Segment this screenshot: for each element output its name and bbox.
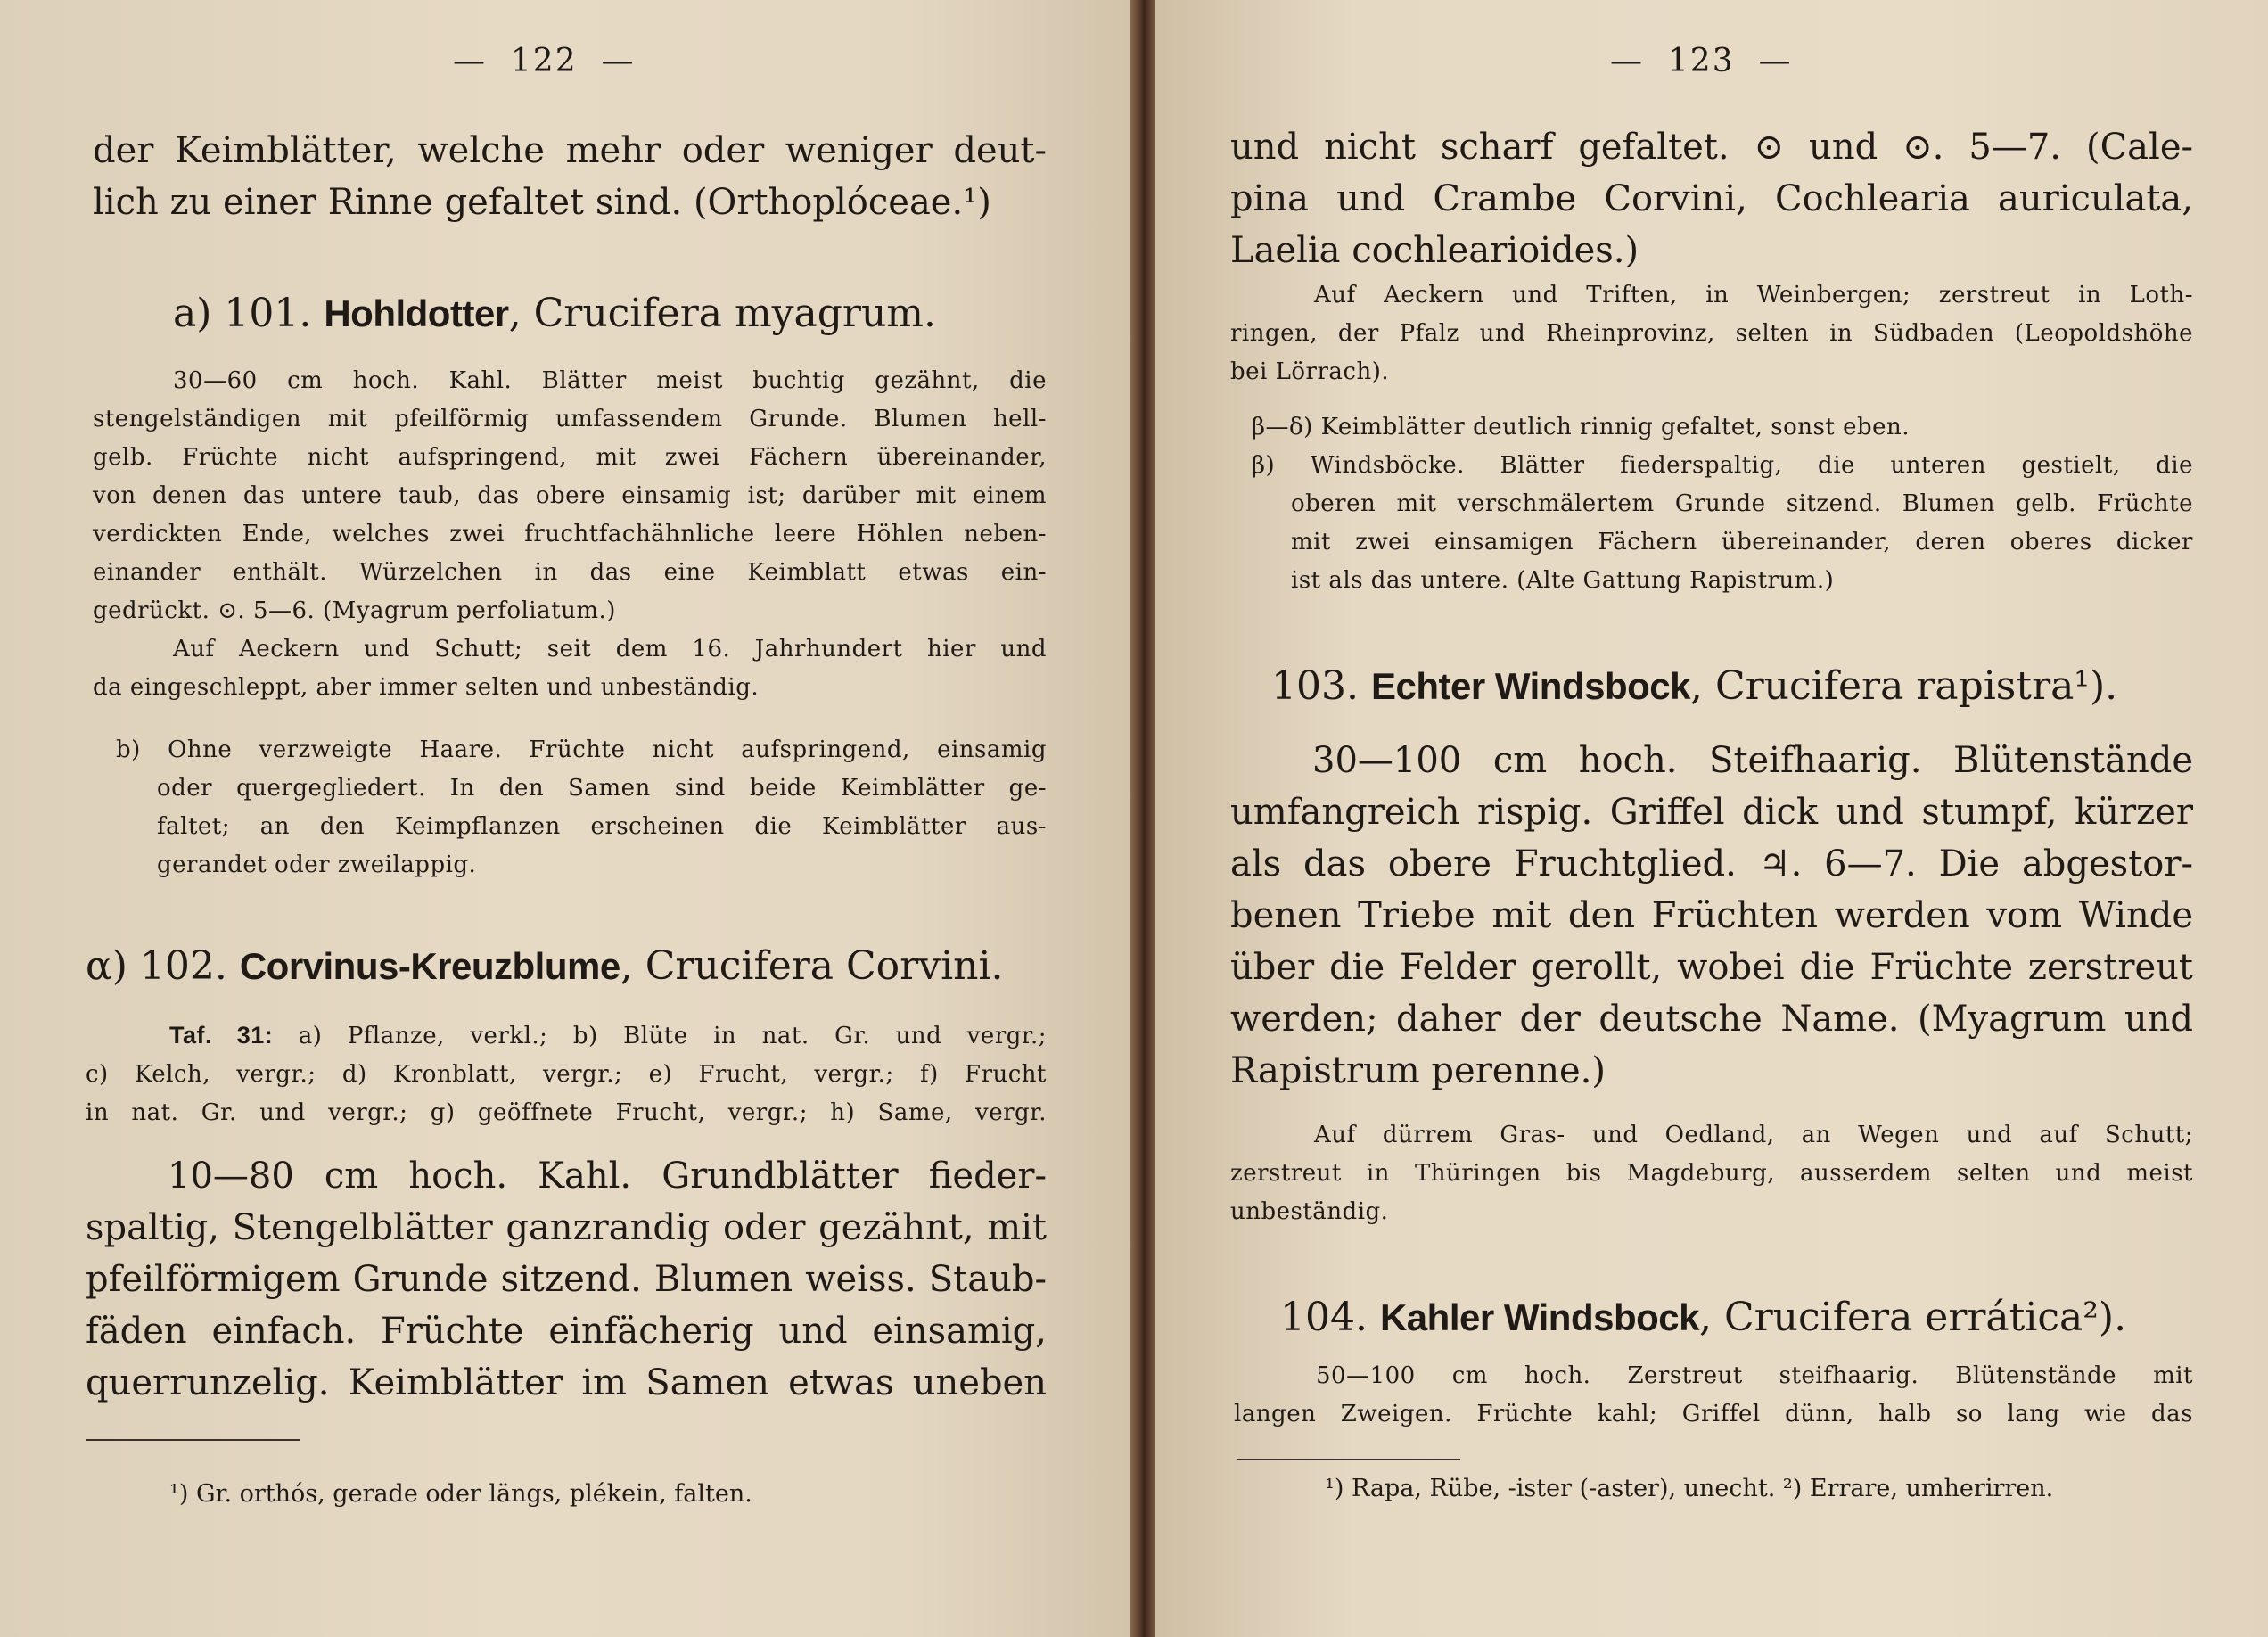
text-line: 50—100 cm hoch. Zerstreut steifhaarig. Blütenstände mit: [1316, 1362, 2193, 1389]
text-line: benen Triebe mit den Früchten werden vom Winde: [1230, 895, 2193, 936]
habitat-102: [1230, 276, 2193, 391]
text-line: ringen, der Pfalz und Rheinprovinz, selten in Südbaden (Leopoldshöhe: [1230, 320, 2193, 347]
species-number: a) 101.: [173, 291, 325, 336]
text-line: verdickten Ende, welches zwei fruchtfachähnliche leere Höhlen neben-: [93, 521, 1047, 547]
text-line: Rapistrum perenne.): [1230, 1050, 1606, 1091]
footnote-rule: [86, 1439, 300, 1441]
text-line: 30—60 cm hoch. Kahl. Blätter meist buchtig gezähnt, die: [173, 367, 1047, 394]
text-line: c) Kelch, vergr.; d) Kronblatt, vergr.; e) Frucht, vergr.; f) Frucht: [86, 1061, 1047, 1088]
text-line: werden; daher der deutsche Name. (Myagrum und: [1230, 999, 2193, 1040]
plate-text: a) Pflanze, verkl.; b) Blüte in nat. Gr. und vergr.;: [273, 1023, 1047, 1049]
latin-name: , Crucifera myagrum.: [508, 291, 936, 336]
right-page: [1155, 0, 2268, 1637]
text-line: der Keimblätter, welche mehr oder weniger deut-: [93, 130, 1047, 171]
habitat-103: [1230, 1116, 2193, 1231]
text-line: gedrückt. ⊙. 5—6. (Myagrum perfoliatum.): [93, 597, 616, 624]
text-line: mit zwei einsamigen Fächern übereinander, deren oberes dicker: [1291, 529, 2193, 555]
text-line: Auf Aeckern und Schutt; seit dem 16. Jahrhundert hier und: [173, 636, 1047, 662]
page-number: — 123 —: [1610, 43, 1793, 79]
text-line: unbeständig.: [1230, 1198, 1389, 1225]
species-description: [1230, 735, 2193, 1097]
intro-paragraph: [93, 125, 1047, 228]
species-number: 104.: [1280, 1295, 1380, 1340]
text-line: stengelständigen mit pfeilförmig umfassendem Grunde. Blumen hell-: [93, 406, 1047, 432]
text-line: 30—100 cm hoch. Steifhaarig. Blütenstände: [1312, 740, 2193, 781]
text-line: 10—80 cm hoch. Kahl. Grundblätter fieder-: [168, 1156, 1047, 1197]
text-line: Laelia cochlearioides.): [1230, 230, 1639, 271]
text-line: pfeilförmigem Grunde sitzend. Blumen weiss. Staub-: [86, 1259, 1047, 1300]
text-line: lich zu einer Rinne gefaltet sind. (Orthoplóceae.¹): [93, 182, 991, 223]
text-line: oder quergegliedert. In den Samen sind beide Keimblätter ge-: [157, 775, 1047, 802]
left-page: [0, 0, 1130, 1637]
species-heading-101: [173, 287, 936, 341]
text-line: als das obere Fruchtglied. ♃. 6—7. Die abgestor-: [1230, 843, 2193, 884]
text-line: pina und Crambe Corvini, Cochlearia auriculata,: [1230, 178, 2193, 219]
text-line: spaltig, Stengelblätter ganzrandig oder gezähnt, mit: [86, 1207, 1047, 1248]
text-line: zerstreut in Thüringen bis Magdeburg, ausserdem selten und meist: [1230, 1160, 2193, 1187]
species-description: [86, 1150, 1047, 1409]
continued-paragraph: [1230, 121, 2193, 276]
text-line: gelb. Früchte nicht aufspringend, mit zwei Fächern übereinander,: [93, 444, 1047, 471]
species-number: α) 102.: [86, 943, 240, 989]
book-gutter: [1130, 0, 1155, 1637]
text-line: bei Lörrach).: [1230, 358, 1390, 385]
text-line: in nat. Gr. und vergr.; g) geöffnete Frucht, vergr.; h) Same, vergr.: [86, 1099, 1047, 1126]
species-heading-104: [1280, 1291, 2126, 1345]
text-line: β—δ) Keimblätter deutlich rinnig gefaltet, sonst eben.: [1252, 414, 1911, 440]
species-name: Hohldotter: [324, 292, 509, 334]
text-line: und nicht scharf gefaltet. ⊙ und ⊙. 5—7. (Cale-: [1230, 127, 2193, 168]
footnote-rule: [1237, 1459, 1460, 1460]
species-name: Corvinus-Kreuzblume: [239, 945, 620, 987]
text-line: faltet; an den Keimpflanzen erscheinen die Keimblätter aus-: [157, 813, 1047, 840]
text-line: b) Ohne verzweigte Haare. Früchte nicht aufspringend, einsamig: [116, 736, 1047, 763]
text-line: langen Zweigen. Früchte kahl; Griffel dünn, halb so lang wie das: [1234, 1401, 2193, 1427]
species-description: [1234, 1357, 2193, 1434]
text-line: da eingeschleppt, aber immer selten und unbeständig.: [93, 674, 760, 701]
footnote: ¹) Rapa, Rübe, -ister (-aster), unecht. ²) Errare, umherirren.: [1325, 1475, 2054, 1502]
species-number: 103.: [1271, 663, 1371, 709]
text-line: Auf dürrem Gras- und Oedland, an Wegen und auf Schutt;: [1314, 1122, 2193, 1148]
latin-name: , Crucifera errática²).: [1699, 1295, 2127, 1340]
text-line: von denen das untere taub, das obere einsamig ist; darüber mit einem: [93, 482, 1047, 509]
text-line: querrunzelig. Keimblätter im Samen etwas uneben: [86, 1362, 1047, 1403]
text-line: einander enthält. Würzelchen in das eine Keimblatt etwas ein-: [93, 559, 1047, 586]
text-line: fäden einfach. Früchte einfächerig und einsamig,: [86, 1311, 1047, 1352]
plate-reference: [86, 1016, 1047, 1132]
text-line: ist als das untere. (Alte Gattung Rapistrum.): [1291, 567, 1835, 594]
text-line: gerandet oder zweilappig.: [157, 851, 477, 878]
page-number: — 122 —: [453, 43, 636, 79]
species-description: [93, 362, 1047, 707]
section-b: [116, 731, 1047, 884]
text-line: [86, 1016, 1047, 1056]
footnote: ¹) Gr. orthós, gerade oder längs, plékein, falten.: [169, 1480, 752, 1508]
species-heading-102: [86, 940, 1004, 993]
species-name: Kahler Windsbock: [1379, 1296, 1699, 1338]
text-line: über die Felder gerollt, wobei die Früchte zerstreut: [1230, 947, 2193, 988]
text-line: Auf Aeckern und Triften, in Weinbergen; zerstreut in Loth-: [1314, 282, 2193, 308]
plate-label: Taf. 31:: [169, 1022, 274, 1049]
subgroup-key: [1252, 408, 2193, 600]
latin-name: , Crucifera rapistra¹).: [1690, 663, 2118, 709]
text-line: oberen mit verschmälertem Grunde sitzend. Blumen gelb. Früchte: [1291, 490, 2193, 517]
latin-name: , Crucifera Corvini.: [620, 943, 1004, 989]
species-heading-103: [1271, 660, 2117, 713]
text-line: β) Windsböcke. Blätter fiederspaltig, die unteren gestielt, die: [1252, 452, 2193, 479]
text-line: umfangreich rispig. Griffel dick und stumpf, kürzer: [1230, 792, 2193, 833]
species-name: Echter Windsbock: [1370, 665, 1690, 707]
